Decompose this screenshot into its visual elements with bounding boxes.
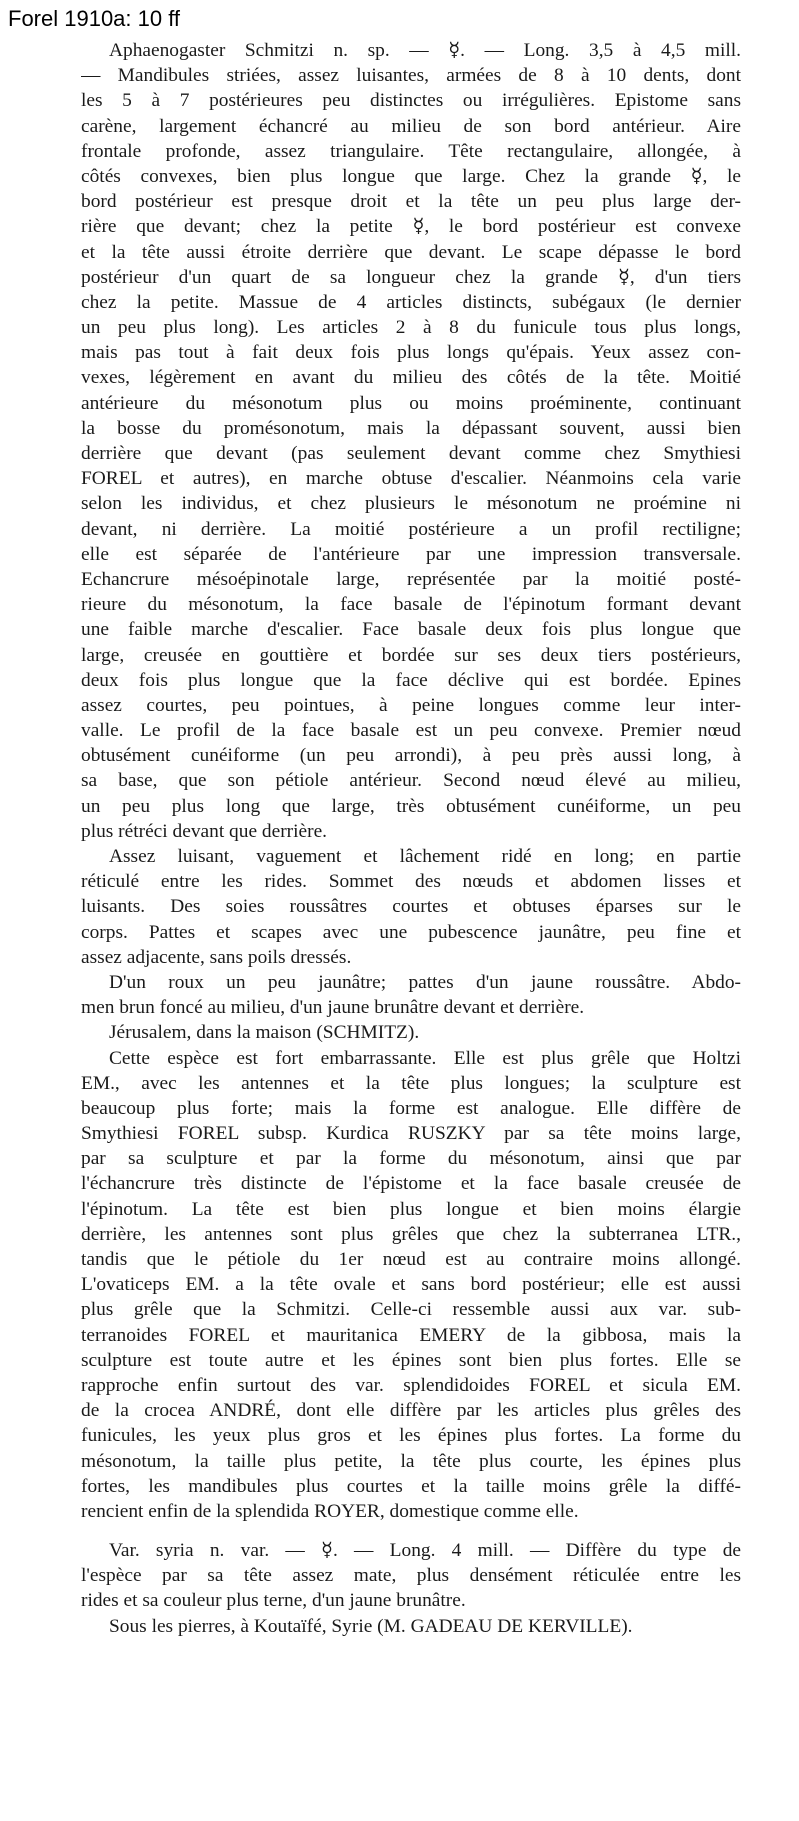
text-line: rides et sa couleur plus terne, d'un jaune brunâtre. bbox=[81, 1590, 466, 1612]
text-line: plus rétréci devant que derrière. bbox=[81, 820, 328, 842]
paragraph bbox=[81, 844, 741, 970]
text-line: mais pas tout à fait deux fois plus longs qu'épais. Yeux assez con- bbox=[81, 342, 741, 364]
text-line: la bosse du promésonotum, mais la dépassant souvent, aussi bien bbox=[81, 417, 741, 439]
paragraph bbox=[81, 1020, 741, 1045]
text-line: Sous les pierres, à Koutaïfé, Syrie (M. GADEAU DE KERVILLE). bbox=[109, 1615, 633, 1637]
text-line: tandis que le pétiole du 1er nœud est au contraire moins allongé. bbox=[81, 1249, 741, 1270]
text-line: Cette espèce est fort embarrassante. Elle est plus grêle que Holtzi bbox=[109, 1047, 741, 1069]
text-line: et la tête aussi étroite derrière que devant. Le scape dépasse le bord bbox=[81, 241, 741, 263]
document-body bbox=[81, 38, 741, 1639]
text-line: valle. Le profil de la face basale est un peu convexe. Premier nœud bbox=[81, 720, 741, 742]
text-line: les 5 à 7 postérieures peu distinctes ou irrégulières. Epistome sans bbox=[81, 90, 741, 112]
text-line: côtés convexes, bien plus longue que large. Chez la grande ☿, le bbox=[81, 165, 741, 187]
text-line: devant, ni derrière. La moitié postérieure a un profil rectiligne; bbox=[81, 518, 741, 540]
text-line: derrière que devant (pas seulement devant comme chez Smythiesi bbox=[81, 443, 741, 464]
text-line: réticulé entre les rides. Sommet des nœuds et abdomen lisses et bbox=[81, 871, 741, 893]
text-line: frontale profonde, assez triangulaire. Tête rectangulaire, allongée, à bbox=[81, 140, 741, 162]
text-line: terranoides FOREL et mauritanica EMERY de la gibbosa, mais la bbox=[81, 1324, 741, 1346]
text-line: antérieure du mésonotum plus ou moins proéminente, continuant bbox=[81, 392, 741, 414]
text-line: luisants. Des soies roussâtres courtes et obtuses éparses sur le bbox=[81, 896, 741, 918]
text-line: Smythiesi FOREL subsp. Kurdica RUSZKY par sa tête moins large, bbox=[81, 1123, 741, 1145]
text-line: Jérusalem, dans la maison (SCHMITZ). bbox=[109, 1022, 420, 1044]
text-line: mésonotum, la taille plus petite, la tête plus courte, les épines plus bbox=[81, 1450, 741, 1472]
text-line: par sa sculpture et par la forme du mésonotum, ainsi que par bbox=[81, 1148, 741, 1170]
text-line: D'un roux un peu jaunâtre; pattes d'un jaune roussâtre. Abdo- bbox=[109, 971, 741, 993]
text-line: deux fois plus longue que la face déclive qui est bordée. Epines bbox=[81, 669, 741, 691]
text-line: vexes, légèrement en avant du milieu des côtés de la tête. Moitié bbox=[81, 367, 741, 389]
text-line: — Mandibules striées, assez luisantes, armées de 8 à 10 dents, dont bbox=[81, 65, 741, 87]
text-line: Aphaenogaster Schmitzi n. sp. — ☿. — Long. 3,5 à 4,5 mill. bbox=[109, 40, 741, 61]
text-line: un peu plus long que large, très obtusément cunéiforme, un peu bbox=[81, 795, 741, 817]
text-line: de la crocea ANDRÉ, dont elle diffère par les articles plus grêles des bbox=[81, 1400, 741, 1422]
text-line: chez la petite. Massue de 4 articles distincts, subégaux (le dernier bbox=[81, 291, 741, 313]
text-line: une faible marche d'escalier. Face basale deux fois plus longue que bbox=[81, 619, 741, 641]
paragraph bbox=[81, 38, 741, 844]
paragraph bbox=[81, 1614, 741, 1639]
text-line: large, creusée en gouttière et bordée sur ses deux tiers postérieurs, bbox=[81, 644, 741, 666]
text-line: rière que devant; chez la petite ☿, le bord postérieur est convexe bbox=[81, 216, 741, 238]
text-line: Var. syria n. var. — ☿. — Long. 4 mill. — Diffère du type de bbox=[109, 1540, 741, 1562]
text-line: bord postérieur est presque droit et la tête un peu plus large der- bbox=[81, 191, 741, 213]
text-line: assez courtes, peu pointues, à peine longues comme leur inter- bbox=[81, 694, 741, 716]
text-line: postérieur d'un quart de sa longueur chez la grande ☿, d'un tiers bbox=[81, 266, 741, 288]
text-line: fortes, les mandibules plus courtes et la taille moins grêle la diffé- bbox=[81, 1475, 741, 1497]
text-line: rapproche enfin surtout des var. splendidoides FOREL et sicula EM. bbox=[81, 1374, 741, 1396]
text-line: elle est séparée de l'antérieure par une impression transversale. bbox=[81, 543, 741, 565]
text-line: L'ovaticeps EM. a la tête ovale et sans bord postérieur; elle est aussi bbox=[81, 1274, 741, 1296]
text-line: men brun foncé au milieu, d'un jaune brunâtre devant et derrière. bbox=[81, 997, 585, 1019]
paragraph bbox=[81, 970, 741, 1020]
paragraph bbox=[81, 1538, 741, 1614]
text-line: sculpture est toute autre et les épines sont bien plus fortes. Elle se bbox=[81, 1349, 741, 1371]
text-line: l'épinotum. La tête est bien plus longue et bien moins élargie bbox=[81, 1198, 741, 1220]
text-line: selon les individus, et chez plusieurs le mésonotum ne proémine ni bbox=[81, 493, 741, 515]
text-line: beaucoup plus forte; mais la forme est analogue. Elle diffère de bbox=[81, 1097, 741, 1119]
paragraph bbox=[81, 1046, 741, 1525]
source-header: Forel 1910a: 10 ff bbox=[8, 6, 181, 31]
text-line: Assez luisant, vaguement et lâchement ridé en long; en partie bbox=[109, 846, 741, 867]
text-line: rencient enfin de la splendida ROYER, domestique comme elle. bbox=[81, 1500, 579, 1522]
text-line: EM., avec les antennes et la tête plus longues; la sculpture est bbox=[81, 1072, 741, 1094]
text-line: corps. Pattes et scapes avec une pubescence jaunâtre, peu fine et bbox=[81, 921, 741, 943]
text-line: un peu plus long). Les articles 2 à 8 du funicule tous plus longs, bbox=[81, 317, 741, 339]
text-line: Echancrure mésoépinotale large, représentée par la moitié posté- bbox=[81, 568, 741, 590]
text-line: funicules, les yeux plus gros et les épines plus fortes. La forme du bbox=[81, 1425, 741, 1447]
text-line: derrière, les antennes sont plus grêles que chez la subterranea LTR., bbox=[81, 1223, 741, 1245]
text-line: plus grêle que la Schmitzi. Celle-ci ressemble aussi aux var. sub- bbox=[81, 1299, 741, 1321]
text-line: rieure du mésonotum, la face basale de l'épinotum formant devant bbox=[81, 594, 741, 616]
text-line: FOREL et autres), en marche obtuse d'escalier. Néanmoins cela varie bbox=[81, 468, 741, 490]
text-line: obtusément cunéiforme (un peu arrondi), à peu près aussi long, à bbox=[81, 745, 741, 767]
text-line: l'échancrure très distincte de l'épistome et la face basale creusée de bbox=[81, 1173, 741, 1195]
text-line: carène, largement échancré au milieu de son bord antérieur. Aire bbox=[81, 115, 741, 137]
text-line: l'espèce par sa tête assez mate, plus densément réticulée entre les bbox=[81, 1565, 741, 1587]
text-line: sa base, que son pétiole antérieur. Second nœud élevé au milieu, bbox=[81, 770, 741, 792]
paragraph-gap bbox=[81, 1524, 741, 1538]
text-line: assez adjacente, sans poils dressés. bbox=[81, 946, 352, 968]
